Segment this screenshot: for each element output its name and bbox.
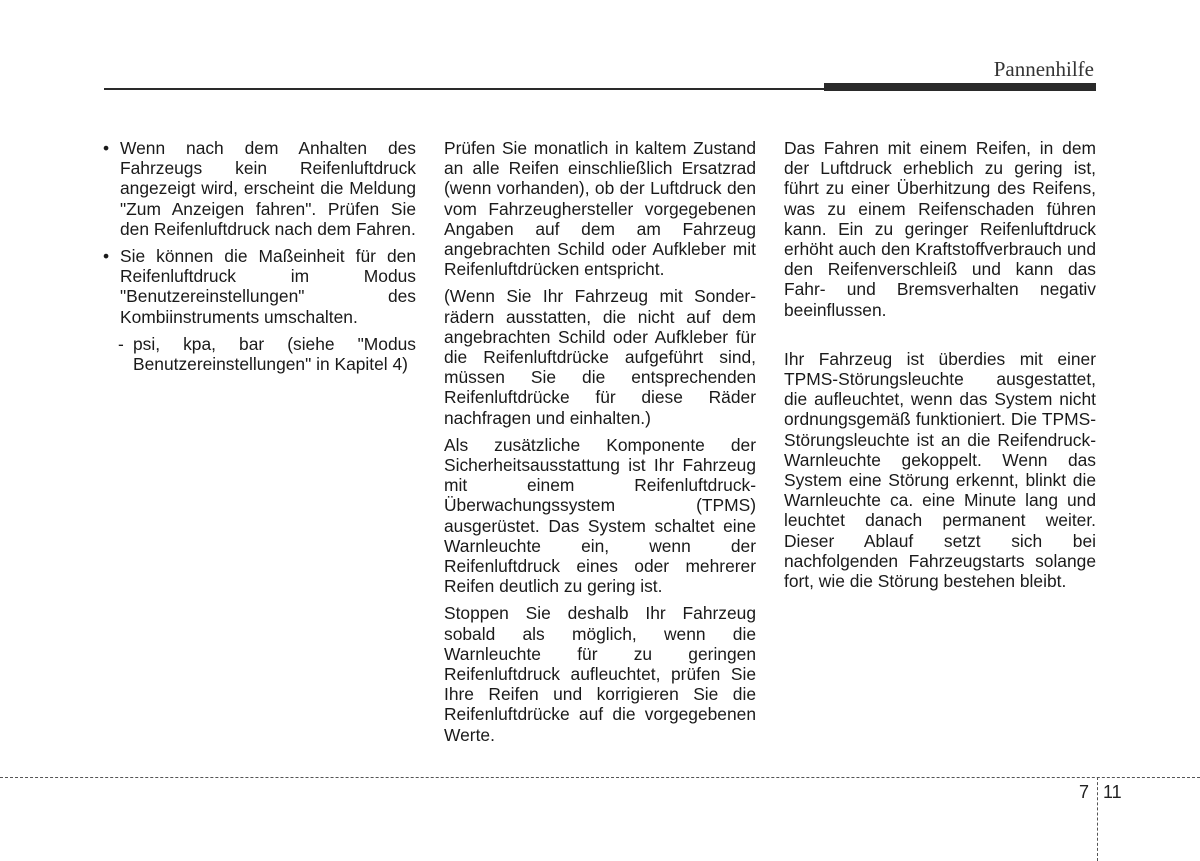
- text-column-1: [103, 138, 416, 381]
- bullet-item: [103, 138, 416, 239]
- paragraph: Als zusätzliche Komponente der Sicherheitsausstattung ist Ihr Fahrzeug mit einem Reifenluftdruck-Überwachungssystem (TPMS) ausgerüstet. Das System schaltet eine Warnleuchte ein, wenn der Reifenluftdruck eines oder mehrerer Reifen deutlich zu gering ist.: [444, 434, 756, 597]
- bullet-item: [103, 246, 416, 327]
- text-column-2: [444, 138, 756, 752]
- page-number: 11: [1103, 782, 1122, 802]
- header-rule-accent: [824, 83, 1096, 91]
- paragraph: (Wenn Sie Ihr Fahrzeug mit Sonderrädern ausstatten, die nicht auf dem angebrachten Schild oder Aufkleber für die Reifenluftdrücke aufgeführt sind, müssen Sie die entsprechenden Reifenluftdrücke für diese Räder nachfragen und einhalten.): [444, 286, 756, 428]
- section-title: Pannenhilfe: [993, 57, 1094, 81]
- bullet-icon: •: [103, 138, 110, 158]
- chapter-number: 7: [1079, 782, 1090, 802]
- dash-icon: -: [118, 333, 124, 354]
- footer-rule: [0, 777, 1200, 778]
- bullet-icon: •: [103, 246, 110, 267]
- paragraph: Stoppen Sie deshalb Ihr Fahrzeug sobald als möglich, wenn die Warnleuchte für zu geringen Reifenluftdruck aufleuchtet, prüfen Sie Ihre Reifen und korrigieren Sie die Reifenluftdrücke auf die vorgegebenen Werte.: [444, 603, 756, 745]
- sub-item-text: psi, kpa, bar (siehe "Modus Benutzereinstellungen" in Kapitel 4): [133, 333, 416, 375]
- paragraph: Das Fahren mit einem Reifen, in dem der Luftdruck erheblich zu gering ist, führt zu einer Überhitzung des Reifens, was zu einem Reifenschaden führen kann. Ein zu geringer Reifenluftdruck erhöht auch den Kraftstoffverbrauch und den Reifenverschleiß und kann das Fahr- und Bremsverhalten negativ beeinflussen.: [784, 138, 1096, 320]
- text-column-3: [784, 138, 1096, 598]
- sub-item: [103, 334, 416, 374]
- bullet-text: Sie können die Maßeinheit für den Reifenluftdruck im Modus "Benutzereinstellungen" des Kombiinstruments umschalten.: [120, 246, 416, 327]
- paragraph: Ihr Fahrzeug ist überdies mit einer TPMS-Störungsleuchte ausgestattet, die aufleuchtet, wenn das System nicht ordnungsgemäß funktioniert. Die TPMS-Störungsleuchte ist an die Reifendruck-Warnleuchte gekoppelt. Wenn das System eine Störung erkennt, blinkt die Warnleuchte ca. eine Minute lang und leuchtet danach permanent weiter. Dieser Ablauf setzt sich bei nachfolgenden Fahrzeugstarts solange fort, wie die Störung bestehen bleibt.: [784, 348, 1096, 592]
- header-rule: [104, 88, 824, 90]
- paragraph: Prüfen Sie monatlich in kaltem Zustand an alle Reifen einschließlich Ersatzrad (wenn vorhanden), ob der Luftdruck den vom Fahrzeughersteller vorgegebenen Angaben auf dem am Fahrzeug angebrachten Schild oder Aufkleber mit Reifenluftdrücken entspricht.: [444, 138, 756, 280]
- bullet-text: Wenn nach dem Anhalten des Fahrzeugs kein Reifenluftdruck angezeigt wird, erscheint die Meldung "Zum Anzeigen fahren". Prüfen Sie den Reifenluftdruck nach dem Fahren.: [120, 138, 416, 239]
- paragraph-gap: [784, 327, 1096, 349]
- footer-divider: [1097, 777, 1098, 861]
